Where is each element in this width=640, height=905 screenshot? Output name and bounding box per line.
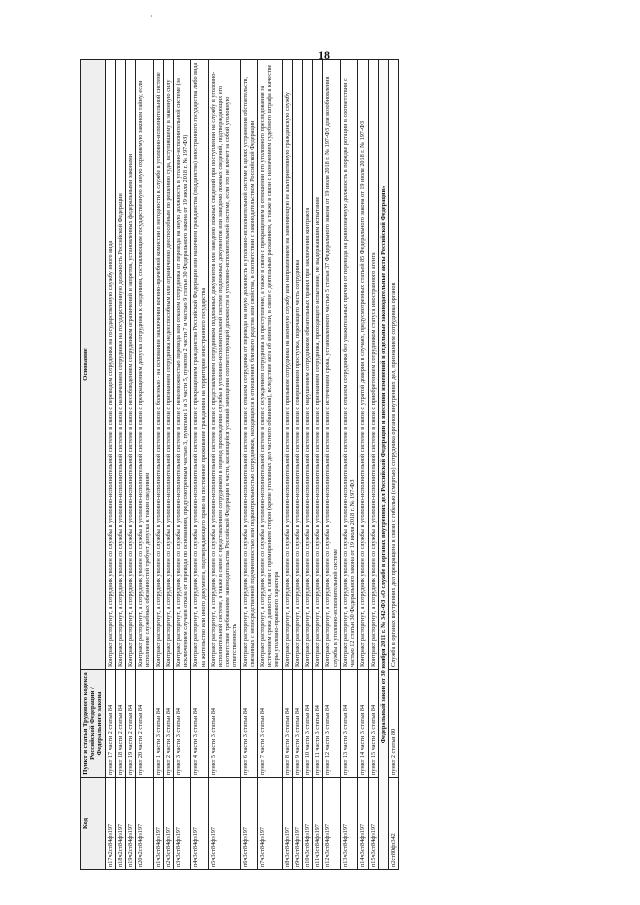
table-row (358, 60, 368, 870)
table-row (292, 60, 302, 870)
cell-code: п4ч3ст84фз197 (191, 778, 208, 870)
table-row (153, 60, 163, 870)
table-row (191, 60, 208, 870)
cell-code: п17ч2ст84фз197 (105, 778, 115, 870)
cell-reason: Контракт расторгнут, а сотрудник уволен со службы в уголовно-исполнительной системе в связи с назначением сотрудника на государственную должность Российской Федерации (115, 60, 125, 670)
cell-code: п11ч3ст84фз197 (313, 778, 323, 870)
cell-code: п20ч2ст84фз197 (136, 778, 153, 870)
table-row (115, 60, 125, 870)
table-row (136, 60, 153, 870)
cell-reason: Контракт расторгнут, а сотрудник уволен со службы в уголовно-исполнительной системе в связи с несоблюдением сотрудником ограничений и запретов, установленных федеральными законами (126, 60, 136, 670)
cell-article: пункт 19 части 2 статьи 84 (126, 670, 136, 778)
cell-code: п15ч3ст84фз197 (368, 778, 378, 870)
cell-article: пункт 14 части 3 статьи 84 (358, 670, 368, 778)
cell-article: пункт 11 части 3 статьи 84 (313, 670, 323, 778)
cell-reason: Контракт расторгнут, а сотрудник уволен со службы в уголовно-исполнительной системе в связи с нарушением сотрудником обязательных правил при заключении контракта (303, 60, 313, 670)
dismissal-codes-table (80, 59, 399, 870)
cell-code: п6ч3ст84фз197 (240, 778, 257, 870)
cell-article: пункт 12 части 3 статьи 84 (323, 670, 340, 778)
table-row (340, 60, 357, 870)
table-row (368, 60, 378, 870)
cell-code: п18ч2ст84фз197 (115, 778, 125, 870)
table-row (313, 60, 323, 870)
cell-code: п8ч3ст84фз197 (282, 778, 292, 870)
cell-code: п10ч3ст84фз197 (303, 778, 313, 870)
table-header-row (81, 60, 106, 870)
header-code: Код (81, 778, 106, 870)
cell-article: пункт 13 части 3 статьи 84 (340, 670, 357, 778)
cell-article: пункт 18 части 2 статьи 84 (115, 670, 125, 778)
cell-article: пункт 8 части 3 статьи 84 (282, 670, 292, 778)
cell-reason: Контракт расторгнут, а сотрудник уволен со службы в уголовно-исполнительной системе в связи с утратой доверия в случаях, предусмотренных статьей 85 Федерального закона от 19 июля 2018 г. № 197-ФЗ (358, 60, 368, 670)
page-number: 18 (318, 48, 330, 62)
cell-code: п2ч3ст84фз197 (163, 778, 173, 870)
cell-reason: Контракт расторгнут, а сотрудник уволен со службы в уголовно-исполнительной системе в связи с отказом сотрудника без уважительных причин от перевода на равнозначную должность в порядке ротации в соответствии с частью 12 статьи 30 Федерального закона от 19 июля 2018 г. № 197-ФЗ (340, 60, 357, 670)
cell-reason: Контракт расторгнут, а сотрудник уволен со службы в уголовно-исполнительной системе в связи с переводом сотрудника на государственную службу иного вида (105, 60, 115, 670)
rotated-table-container (80, 60, 590, 870)
cell-code: п19ч2ст84фз197 (126, 778, 136, 870)
cell-code: п9ч3ст84фз197 (292, 778, 302, 870)
cell-code: п3ч3ст84фз197 (174, 778, 191, 870)
law-span-cell: Федеральный закон от 30 ноября 2011 г. № 342-ФЗ «О службе в органах внутренних дел Российской Федерации и внесении изменений в отдельные законодательные акты Российской Федерации» (378, 60, 388, 870)
cell-code: п12ч3ст84фз197 (323, 778, 340, 870)
cell-reason: Контракт расторгнут, а сотрудник уволен со службы в уголовно-исполнительной системе в связи с невозможностью перевода или отказом сотрудника от перевода на иную должность в уголовно-исполнительной системе (за исключением случаев отказа от перевода по основаниям, предусмотренным частью 3, пунктами 1 и 3 части 5, пунктом 2 части 7 и частью 9 статьи 30 Федерального закона от 19 июля 2018 г. № 197-ФЗ) (174, 60, 191, 670)
cell-article: пункт 15 части 3 статьи 84 (368, 670, 378, 778)
cell-article: пункт 7 части 3 статьи 84 (258, 670, 283, 778)
cell-reason: Контракт расторгнут, а сотрудник уволен со службы в уголовно-исполнительной системе в связи с приобретением сотрудником статуса иностранного агента (368, 60, 378, 670)
cell-article: пункт 6 части 3 статьи 84 (240, 670, 257, 778)
cell-article: пункт 2 части 3 статьи 84 (163, 670, 173, 778)
cell-reason: Контракт расторгнут, а сотрудник уволен со службы в уголовно-исполнительной системе в связи с совершением проступка, порочащего честь сотрудника (292, 60, 302, 670)
table-row (282, 60, 292, 870)
table-row (388, 60, 398, 870)
cell-code: п1ч3ст84фз197 (153, 778, 163, 870)
table-row (258, 60, 283, 870)
cell-code: п14ч3ст84фз197 (358, 778, 368, 870)
table-row (174, 60, 191, 870)
table-body (105, 60, 399, 870)
cell-reason: Служба в органах внутренних дел прекращена в связи с гибелью (смертью) сотрудника органов внутренних дел, признанием сотрудника органов (388, 60, 398, 670)
cell-code: п5ч3ст84фз197 (208, 778, 240, 870)
header-article: Пункт и статья Трудового кодекса Российской Федерации / Федерального закона (81, 670, 106, 778)
cell-reason: Контракт расторгнут, а сотрудник уволен со службы в уголовно-исполнительной системе в связи с прекращением гражданства Российской Федерации или наличием гражданства (подданства) иностранного государства либо вида на жительство или иного документа, подтверждающего право на постоянное проживание гражданина на территории иностранного государства (191, 60, 208, 670)
cell-article: пункт 9 части 3 статьи 84 (292, 670, 302, 778)
table-row (240, 60, 257, 870)
cell-reason: Контракт расторгнут, а сотрудник уволен со службы в уголовно-исполнительной системе в связи с истечением срока, установленного частью 5 статьи 37 Федерального закона от 19 июля 2018 г. № 197-ФЗ для возобновления службы в уголовно-исполнительной системе (323, 60, 340, 670)
header-reason: Основание (81, 60, 106, 670)
table-row (323, 60, 340, 870)
cell-reason: Контракт расторгнут, а сотрудник уволен со службы в уголовно-исполнительной системе в связи с отказом сотрудника от перевода на иную должность в уголовно-исполнительной системе в целях устранения обстоятельств, связанных с непосредственной подчиненностью или подконтрольностью сотрудников, находящихся в отношениях близкого родства или свойства, в соответствии с законодательством Российской Федерации (240, 60, 257, 670)
cell-reason: Контракт расторгнут, а сотрудник уволен со службы в уголовно-исполнительной системе в связи с призывом сотрудника на военную службу или направлением на заменяющую ее альтернативную гражданскую службу (282, 60, 292, 670)
cell-article: пункт 5 части 3 статьи 84 (208, 670, 240, 778)
table-row (208, 60, 240, 870)
cell-article: пункт 2 статьи 80 (388, 670, 398, 778)
law-span-row (378, 60, 388, 870)
table-row (163, 60, 173, 870)
table-row (105, 60, 115, 870)
cell-reason: Контракт расторгнут, а сотрудник уволен со службы в уголовно-исполнительной системе в связи с болезнью - на основании заключения военно-врачебной комиссии о негодности к службе в уголовно-исполнительной системе (153, 60, 163, 670)
cell-code: п2ст80фз342 (388, 778, 398, 870)
scan-speck: · (150, 12, 153, 21)
cell-article: пункт 10 части 3 статьи 84 (303, 670, 313, 778)
cell-article: пункт 4 части 3 статьи 84 (191, 670, 208, 778)
cell-reason: Контракт расторгнут, а сотрудник уволен со службы в уголовно-исполнительной системе в связи с прекращением допуска сотрудника к сведениям, составляющим государственную и иную охраняемую законом тайну, если исполнение служебных обязанностей требует допуска к таким сведениям (136, 60, 153, 670)
cell-reason: Контракт расторгнут, а сотрудник уволен со службы в уголовно-исполнительной системе в связи с представлением сотрудником подложных документов или заведомо ложных сведений при поступлении на службу в уголовно-исполнительной системе, а также в связи с представлением сотрудником в период прохождения службы в уголовно-исполнительной системе подложных документов или заведомо ложных сведений, подтверждающих его соответствие требованиям законодательства Российской Федерации в части, касающейся условий замещения соответствующей должности в уголовно-исполнительной системе, если это не влечет за собой уголовную ответственность (208, 60, 240, 670)
table-row (303, 60, 313, 870)
table-row (126, 60, 136, 870)
cell-article: пункт 3 части 3 статьи 84 (174, 670, 191, 778)
cell-reason: Контракт расторгнут, а сотрудник уволен со службы в уголовно-исполнительной системе в связи с признанием сотрудника недееспособным или ограниченно дееспособным по решению суда, вступившему в законную силу (163, 60, 173, 670)
cell-article: пункт 20 части 2 статьи 84 (136, 670, 153, 778)
cell-article: пункт 17 части 2 статьи 84 (105, 670, 115, 778)
cell-article: пункт 1 части 3 статьи 84 (153, 670, 163, 778)
cell-code: п7ч3ст84фз197 (258, 778, 283, 870)
cell-reason: Контракт расторгнут, а сотрудник уволен со службы в уголовно-исполнительной системе в связи с осуждением сотрудника за преступление, а также в связи с прекращением в отношении его уголовного преследования за истечением срока давности, в связи с примирением сторон (кроме уголовных дел частного обвинения), вследствие акта об амнистии, в связи с деятельным раскаянием, а также в связи с назначением судебного штрафа в качестве меры уголовно-правового характера (258, 60, 283, 670)
cell-reason: Контракт расторгнут, а сотрудник уволен со службы в уголовно-исполнительной системе в связи с признанием сотрудника, проходящего испытание, не выдержавшим испытание (313, 60, 323, 670)
cell-code: п13ч3ст84фз197 (340, 778, 357, 870)
